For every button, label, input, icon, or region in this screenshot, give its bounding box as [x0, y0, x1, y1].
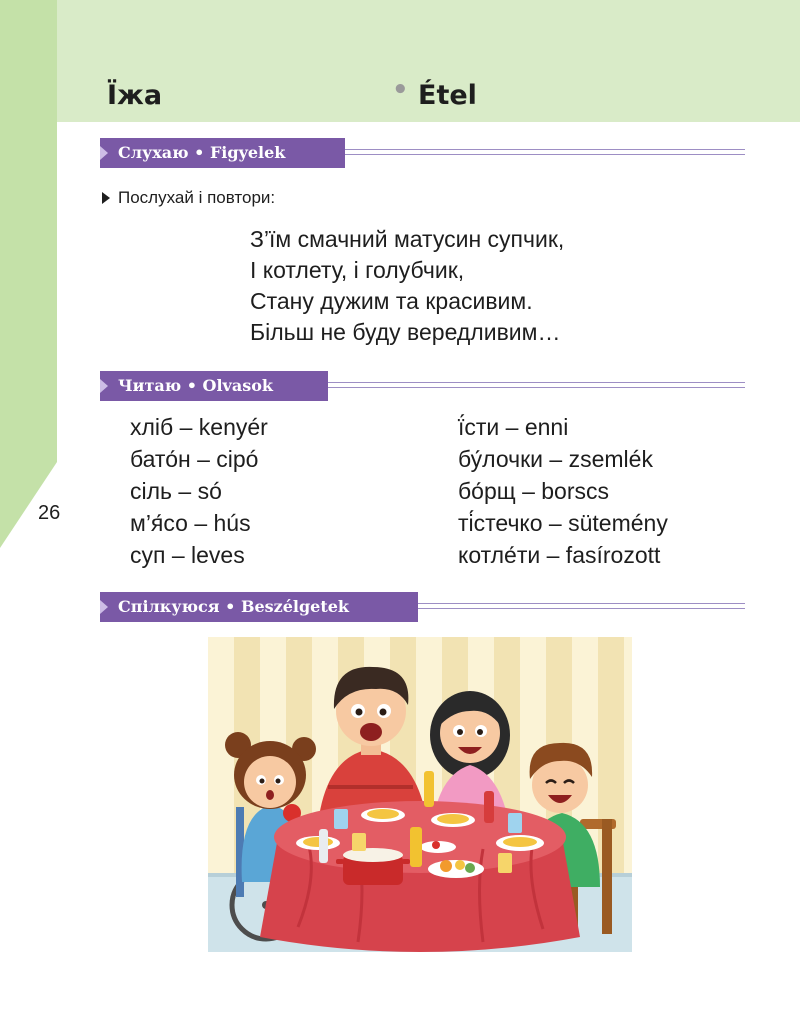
vocabulary-column-right [458, 411, 668, 571]
vocabulary-item: бо́рщ – borscs [458, 478, 609, 504]
poem-line: Більш не буду вередливим… [250, 319, 561, 345]
banner-chevron-icon [100, 146, 108, 160]
section-banner-read [100, 371, 328, 401]
page-number: 26 [38, 502, 61, 524]
vocabulary-item: сіль – só [130, 478, 222, 504]
section-rule [328, 382, 745, 388]
poem-line: І котлету, і голубчик, [250, 257, 465, 283]
section-rule [345, 149, 745, 155]
left-green-strip [0, 0, 60, 560]
section-banner-label: Читаю • Olvasok [118, 376, 273, 395]
vocabulary-item: м’я́со – hús [130, 510, 251, 536]
vocabulary-item: бато́н – cipó [130, 446, 259, 472]
section-banner-speak [100, 592, 418, 622]
vocabulary-item: суп – leves [130, 542, 245, 568]
section-banner-listen [100, 138, 345, 168]
soup-pot [336, 848, 410, 885]
banner-chevron-icon [100, 379, 108, 393]
instruction-text: Послухай і повтори: [118, 188, 276, 207]
poem-line: Стану дужим та красивим. [250, 288, 533, 314]
vocabulary-item: ті́стечко – sütemény [458, 510, 668, 536]
poem [250, 224, 564, 348]
vocabulary-item: хліб – kenyér [130, 414, 268, 440]
section-rule [418, 603, 745, 609]
vocabulary-column-left [130, 411, 268, 571]
listen-instruction [102, 188, 275, 208]
page-title-hu: Étel [418, 80, 477, 111]
poem-line: З’їм смачний матусин супчик, [250, 226, 565, 252]
vocabulary-item: котле́ти – fasírozott [458, 542, 661, 568]
vocabulary-item: ї́сти – enni [458, 414, 569, 440]
banner-chevron-icon [100, 600, 108, 614]
family-dinner-illustration [208, 637, 632, 952]
section-banner-label: Спілкуюся • Beszélgetek [118, 597, 350, 616]
page-title-ua: Їжа [107, 80, 163, 111]
triangle-bullet-icon [102, 192, 110, 204]
vocabulary-item: бу́лочки – zsemlék [458, 446, 653, 472]
section-banner-label: Слухаю • Figyelek [118, 143, 286, 162]
title-separator-bullet: • [392, 75, 409, 105]
dining-table [260, 801, 580, 952]
